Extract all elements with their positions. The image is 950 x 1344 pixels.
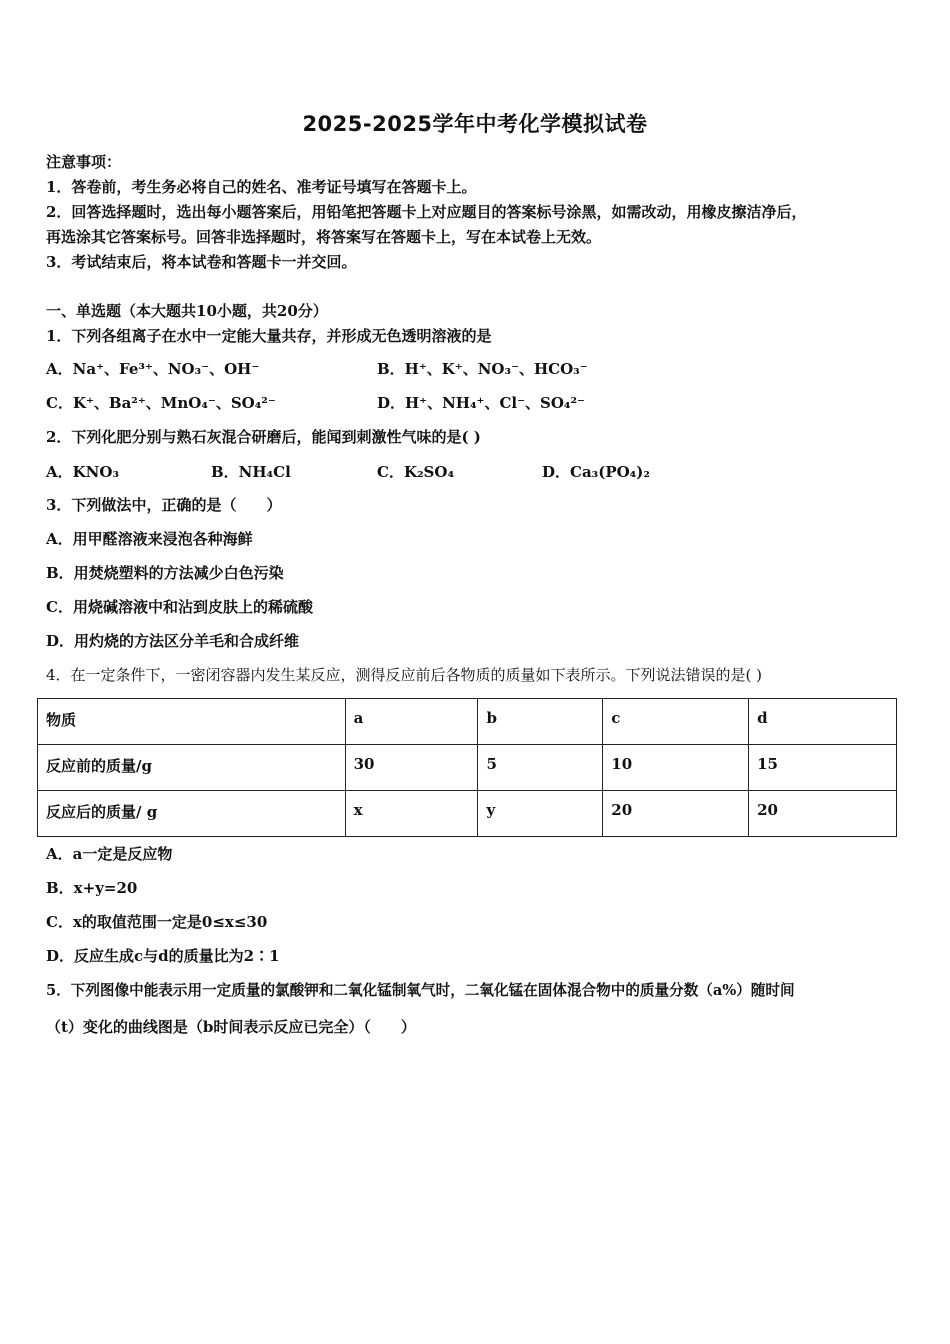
- q4-option-c: C．x的取值范围一定是0≤x≤30: [46, 913, 268, 931]
- q5-stem-line2: （t）变化的曲线图是（b时间表示反应已完全）（ ）: [46, 1018, 416, 1036]
- notice-heading: 注意事项：: [46, 153, 122, 171]
- q2-option-a: A．KNO₃: [46, 463, 120, 481]
- page-title: 2025-2025学年中考化学模拟试卷: [302, 112, 648, 136]
- table-cell: 30: [345, 745, 478, 791]
- q2-option-b: B．NH₄Cl: [211, 463, 291, 481]
- notice-item-1: 1．答卷前，考生务必将自己的姓名、准考证号填写在答题卡上。: [46, 178, 477, 196]
- table-row: [38, 791, 897, 837]
- table-cell: d: [749, 699, 897, 745]
- q2-option-d: D．Ca₃(PO₄)₂: [542, 463, 650, 481]
- table-cell: 5: [478, 745, 603, 791]
- q4-option-b: B．x+y=20: [46, 879, 138, 897]
- q3-option-d: D．用灼烧的方法区分羊毛和合成纤维: [46, 632, 300, 650]
- q2-stem: 2．下列化肥分别与熟石灰混合研磨后，能闻到刺激性气味的是( ): [46, 428, 481, 446]
- table-cell: 20: [749, 791, 897, 837]
- q3-option-b: B．用焚烧塑料的方法减少白色污染: [46, 564, 284, 582]
- q4-option-d: D．反应生成c与d的质量比为2∶1: [46, 947, 280, 965]
- table-cell: y: [478, 791, 603, 837]
- notice-item-3: 3．考试结束后，将本试卷和答题卡一并交回。: [46, 253, 357, 271]
- q1-option-d: D．H⁺、NH₄⁺、Cl⁻、SO₄²⁻: [377, 394, 585, 412]
- table-row: [38, 745, 897, 791]
- q3-option-a: A．用甲醛溶液来浸泡各种海鲜: [46, 530, 253, 548]
- table-cell: 20: [603, 791, 749, 837]
- table-cell: x: [345, 791, 478, 837]
- q2-option-c: C．K₂SO₄: [377, 463, 455, 481]
- table-cell: b: [478, 699, 603, 745]
- q4-option-a: A．a一定是反应物: [46, 845, 173, 863]
- table-cell: 物质: [38, 699, 346, 745]
- mass-table: [37, 698, 897, 837]
- table-cell: 10: [603, 745, 749, 791]
- table-cell: 15: [749, 745, 897, 791]
- q3-stem: 3．下列做法中，正确的是（ ）: [46, 496, 282, 514]
- q5-stem-line1: 5．下列图像中能表示用一定质量的氯酸钾和二氧化锰制氧气时，二氧化锰在固体混合物中的质量分数（a%）随时间: [46, 982, 795, 999]
- table-cell: 反应后的质量/ g: [38, 791, 346, 837]
- table-cell: a: [345, 699, 478, 745]
- q4-stem: 4．在一定条件下，一密闭容器内发生某反应，测得反应前后各物质的质量如下表所示。下列说法错误的是( ): [46, 666, 763, 684]
- q1-option-b: B．H⁺、K⁺、NO₃⁻、HCO₃⁻: [377, 360, 588, 378]
- notice-item-2: 2．回答选择题时，选出每小题答案后，用铅笔把答题卡上对应题目的答案标号涂黑，如需改动，用橡皮擦洁净后，: [46, 203, 807, 221]
- notice-item-2-cont: 再选涂其它答案标号。回答非选择题时，将答案写在答题卡上，写在本试卷上无效。: [46, 228, 602, 246]
- q3-option-c: C．用烧碱溶液中和沾到皮肤上的稀硫酸: [46, 598, 313, 616]
- table-cell: 反应前的质量/g: [38, 745, 346, 791]
- q1-option-a: A．Na⁺、Fe³⁺、NO₃⁻、OH⁻: [46, 360, 260, 378]
- q1-option-c: C．K⁺、Ba²⁺、MnO₄⁻、SO₄²⁻: [46, 394, 276, 412]
- table-header-row: [38, 699, 897, 745]
- q1-stem: 1．下列各组离子在水中一定能大量共存，并形成无色透明溶液的是: [46, 327, 492, 345]
- table-cell: c: [603, 699, 749, 745]
- section-heading: 一、单选题（本大题共10小题，共20分）: [46, 302, 328, 320]
